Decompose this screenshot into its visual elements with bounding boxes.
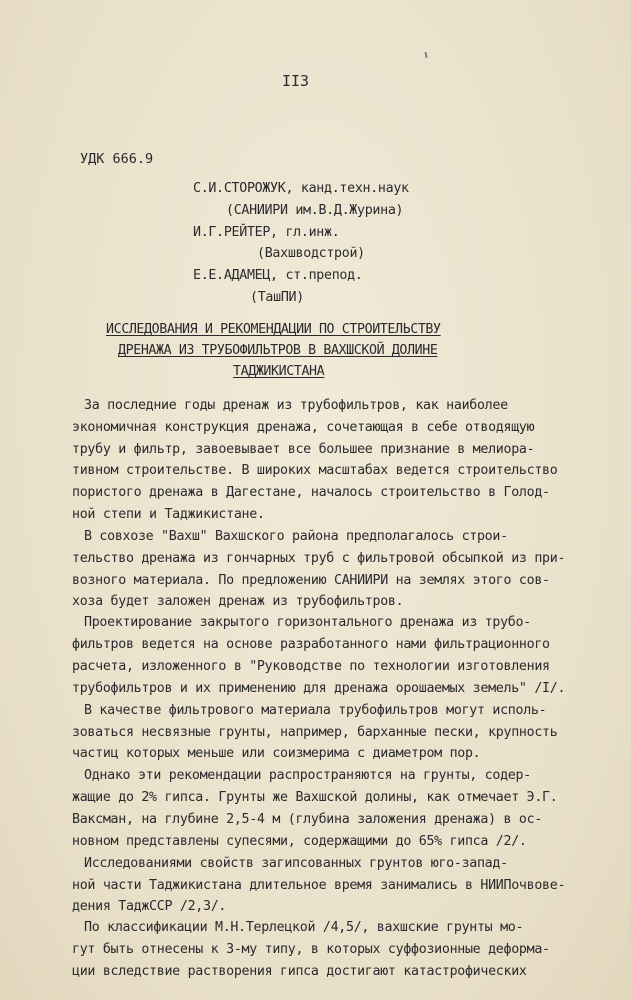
pen-mark xyxy=(424,52,427,58)
body-line: В совхозе "Вахш" Вахшского района предполагалось строи- xyxy=(84,529,508,544)
article-title-line: ИССЛЕДОВАНИЯ И РЕКОМЕНДАЦИИ ПО СТРОИТЕЛЬСТВУ xyxy=(106,322,441,337)
author-line: И.Г.РЕЙТЕР, гл.инж. xyxy=(193,225,340,240)
page-number: II3 xyxy=(282,72,310,90)
article-title-line: ТАДЖИКИСТАНА xyxy=(233,364,325,379)
udk-code: УДК 666.9 xyxy=(80,151,154,167)
body-line: пористого дренажа в Дагестане, началось строительство в Голод- xyxy=(72,485,550,500)
body-line: трубу и фильтр, завоевывает все большее признание в мелиора- xyxy=(72,442,535,457)
body-line: Однако эти рекомендации распространяются на грунты, содер- xyxy=(84,768,531,783)
body-line: ции вследствие растворения гипса достигают катастрофических xyxy=(72,964,527,979)
body-line: тельство дренажа из гончарных труб с фильтровой обсыпкой из при- xyxy=(72,551,566,566)
body-line: жащие до 2% гипса. Грунты же Вахшской долины, как отмечает Э.Г. xyxy=(72,790,558,805)
body-line: расчета, изложенного в "Руководстве по технологии изготовления xyxy=(72,659,550,674)
body-line: возного материала. По предложению САНИИРИ на землях этого сов- xyxy=(72,573,550,588)
body-line: частиц которых меньше или соизмерима с диаметром пор. xyxy=(72,746,481,761)
body-line: В качестве фильтрового материала трубофильтров могут исполь- xyxy=(84,703,547,718)
body-line: Проектирование закрытого горизонтального дренажа из трубо- xyxy=(84,615,531,630)
body-line: Ваксман, на глубине 2,5-4 м (глубина заложения дренажа) в ос- xyxy=(72,812,543,827)
body-line: По классификации М.Н.Терлецкой /4,5/, вахшские грунты мо- xyxy=(84,920,524,935)
body-line: новном представлены супесями, содержащими до 65% гипса /2/. xyxy=(72,834,527,849)
body-line: хоза будет заложен дренаж из трубофильтров. xyxy=(72,594,404,609)
body-line: гут быть отнесены к 3-му типу, в которых суффозионные деформа- xyxy=(72,942,550,957)
body-line: тивном строительстве. В широких масштабах ведется строительство xyxy=(72,463,558,478)
author-line: (ТашПИ) xyxy=(250,290,304,305)
article-title-line: ДРЕНАЖА ИЗ ТРУБОФИЛЬТРОВ В ВАХШСКОЙ ДОЛИНЕ xyxy=(118,343,438,358)
body-line: Исследованиями свойств загипсованных грунтов юго-запад- xyxy=(84,856,508,871)
author-line: (Вахшводстрой) xyxy=(257,246,365,261)
body-line: трубофильтров и их применению для дренажа орошаемых земель" /I/. xyxy=(72,681,566,696)
body-line: За последние годы дренаж из трубофильтров, как наиболее xyxy=(84,398,508,413)
body-line: дения ТаджССР /2,3/. xyxy=(72,899,227,914)
body-line: фильтров ведется на основе разработанного нами фильтрационного xyxy=(72,637,550,652)
author-line: Е.Е.АДАМЕЦ, ст.препод. xyxy=(193,268,363,283)
author-line: С.И.СТОРОЖУК, канд.техн.наук xyxy=(193,181,409,196)
body-line: зоваться несвязные грунты, например, барханные пески, крупность xyxy=(72,725,558,740)
body-line: ной степи и Таджикистане. xyxy=(72,507,265,522)
body-line: экономичная конструкция дренажа, сочетающая в себе отводящую xyxy=(72,420,535,435)
author-line: (САНИИРИ им.В.Д.Журина) xyxy=(226,203,404,218)
body-line: ной части Таджикистана длительное время занимались в НИИПочвове- xyxy=(72,878,566,893)
